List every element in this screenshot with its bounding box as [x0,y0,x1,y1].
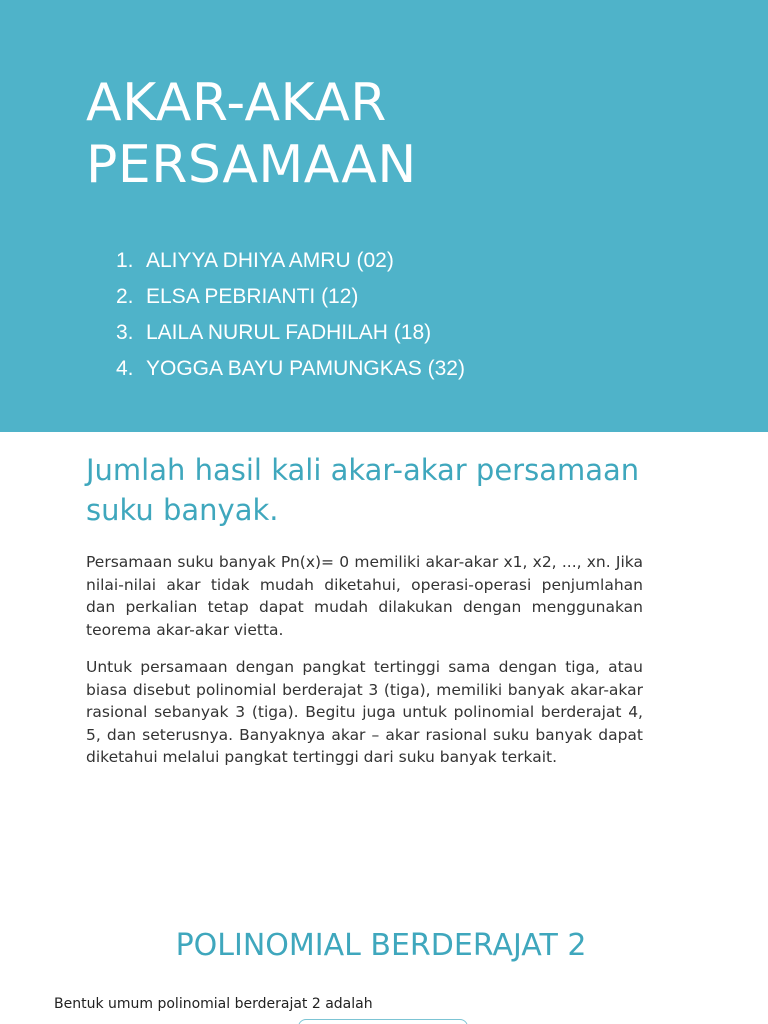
member-name: YOGGA BAYU PAMUNGKAS (32) [146,357,465,380]
formula-box [298,1019,468,1024]
section-heading-polynomial: POLINOMIAL BERDERAJAT 2 [175,928,587,963]
title-line-1: AKAR-AKAR [86,73,387,133]
polynomial-intro-text: Bentuk umum polinomial berderajat 2 adalah [54,996,373,1012]
member-name: ELSA PEBRIANTI (12) [146,285,359,308]
member-number: 3. [116,321,134,344]
section-heading-line-1: Jumlah hasil kali akar-akar persamaan [86,453,640,487]
member-name: ALIYYA DHIYA AMRU (02) [146,249,394,272]
member-item [116,246,465,282]
title-line-2: PERSAMAAN [86,135,417,195]
section-heading [86,450,686,530]
body-paragraph-2: Untuk persamaan dengan pangkat tertinggi sama dengan tiga, atau biasa disebut polinomial berderajat 3 (tiga), memiliki banyak akar-akar rasional sebanyak 3 (tiga). Begitu juga untuk polinomial berderajat 4, 5, dan seterusnya. Banyaknya akar – akar rasional suku banyak dapat diketahui melalui pangkat tertinggi dari suku banyak terkait. [86,658,643,766]
member-item [116,282,465,318]
member-list [116,246,465,390]
member-name: LAILA NURUL FADHILAH (18) [146,321,432,344]
member-item [116,318,465,354]
body-paragraph-1: Persamaan suku banyak Pn(x)= 0 memiliki akar-akar x1, x2, ..., xn. Jika nilai-nilai akar tidak mudah diketahui, operasi-operasi penjumlahan dan perkalian tetap dapat mudah dilakukan dengan menggunakan teorema akar-akar vietta. [86,553,643,639]
section-heading-line-2: suku banyak. [86,493,279,527]
slide-title [86,72,417,196]
member-number: 4. [116,357,134,380]
member-number: 1. [116,249,134,272]
member-item [116,354,465,390]
member-number: 2. [116,285,134,308]
title-banner [0,0,768,432]
